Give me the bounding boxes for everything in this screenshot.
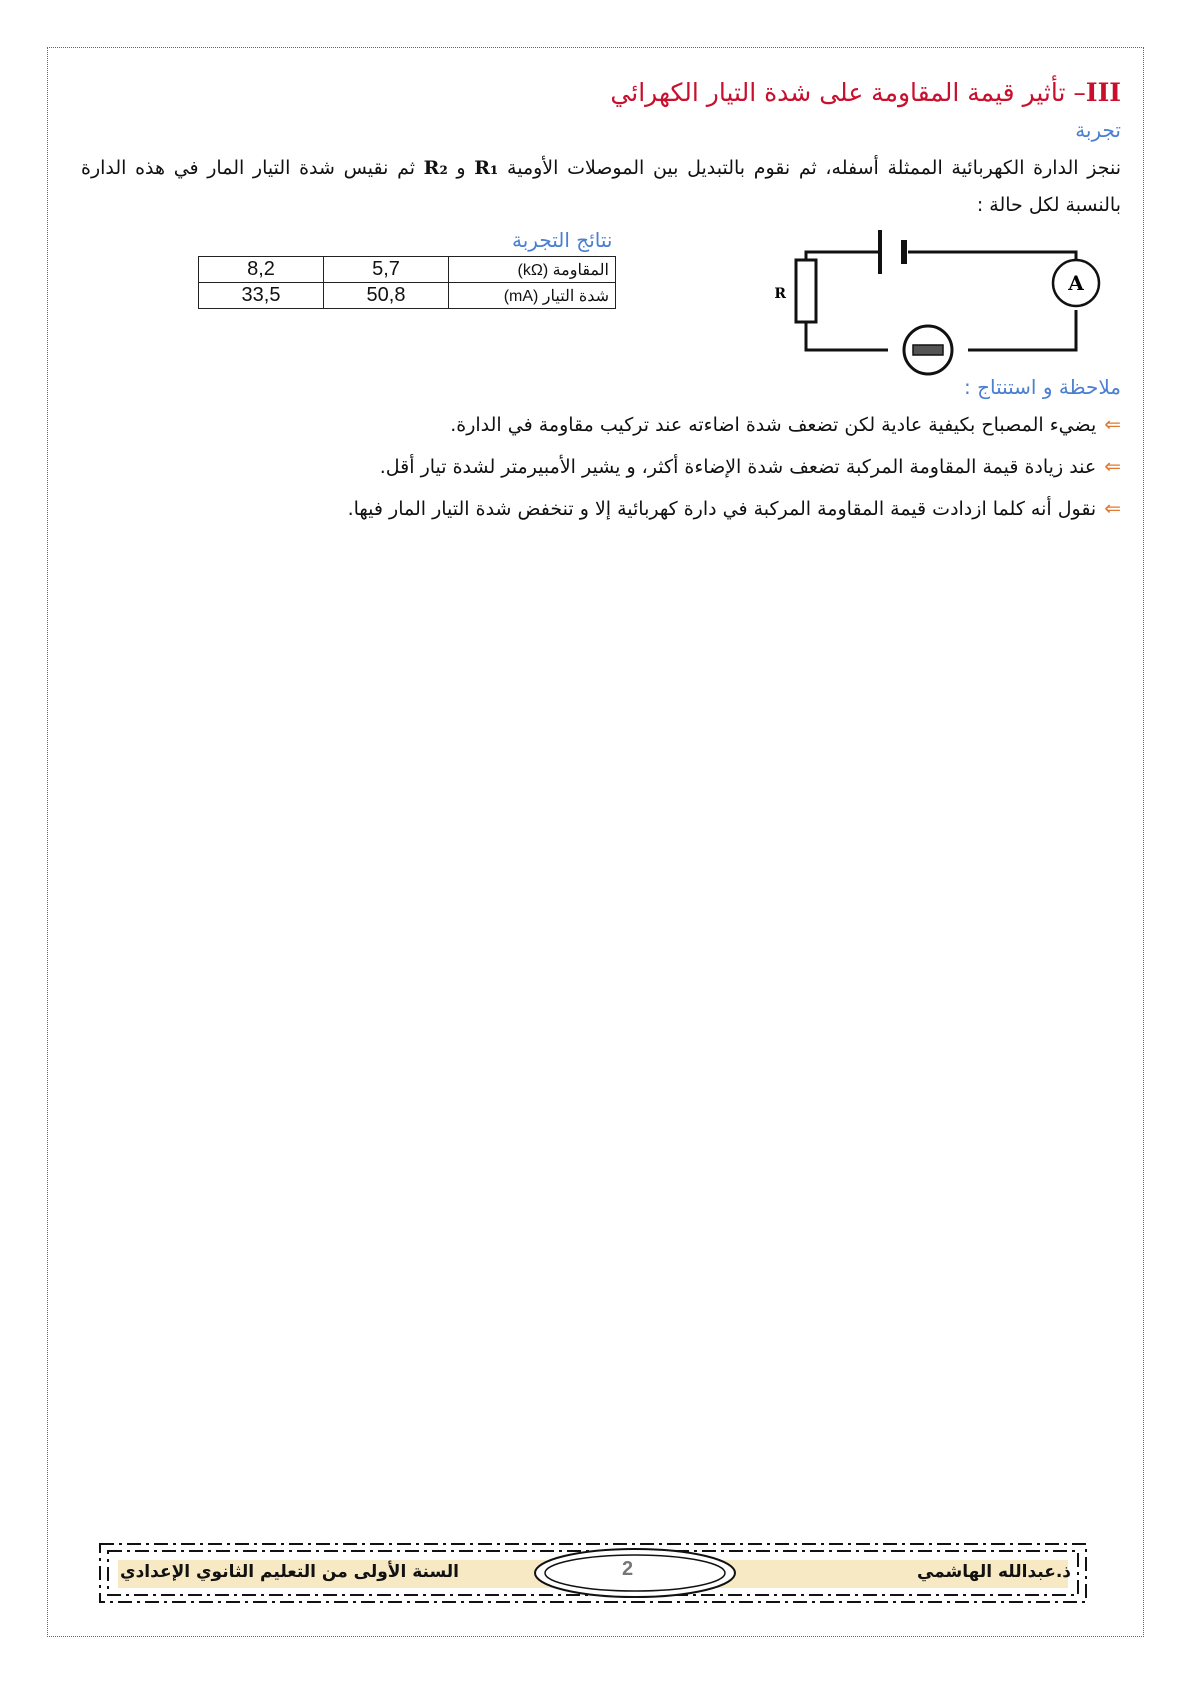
current-value-2: 33,5 — [199, 283, 324, 309]
footer-author: ذ.عبدالله الهاشمي — [916, 1562, 1071, 1582]
and-word: و — [447, 157, 475, 179]
observation-heading: ملاحظة و استنتاج : — [963, 375, 1121, 399]
table-row — [199, 283, 616, 309]
arrow-icon: ⇐ — [1104, 412, 1121, 436]
section-title-text: تأثير قيمة المقاومة على شدة التيار الكهرائي — [610, 78, 1066, 107]
list-item — [81, 496, 1121, 538]
table-row — [199, 257, 616, 283]
arrow-icon: ⇐ — [1104, 454, 1121, 478]
page-number: 2 — [622, 1558, 634, 1580]
footer-level: السنة الأولى من التعليم الثانوي الإعدادي — [120, 1562, 459, 1582]
experiment-text-part1: ننجز الدارة الكهربائية الممثلة أسفله، ثم نقوم بالتبديل بين الموصلات الأومية — [498, 157, 1121, 179]
resistor-label: R — [774, 286, 786, 302]
battery-icon — [880, 230, 904, 274]
resistance-label: المقاومة (kΩ) — [449, 257, 616, 283]
experiment-text-part2: ثم نقيس شدة التيار المار في هذه الدارة بالنسبة لكل حالة : — [81, 157, 1121, 216]
lamp-icon — [904, 326, 952, 374]
current-value-1: 50,8 — [324, 283, 449, 309]
experiment-text — [81, 150, 1121, 224]
resistance-value-2: 8,2 — [199, 257, 324, 283]
observation-list — [81, 412, 1121, 538]
resistor-icon — [796, 260, 816, 322]
r1-symbol: R₁ — [474, 157, 499, 179]
circuit-diagram — [776, 222, 1116, 372]
results-table — [198, 256, 616, 309]
r2-symbol: R₂ — [423, 157, 448, 179]
list-item — [81, 412, 1121, 454]
section-number: III — [1085, 78, 1121, 107]
observation-text: عند زيادة قيمة المقاومة المركبة تضعف شدة الإضاءة أكثر، و يشير الأمبيرمتر لشدة تيار أقل. — [379, 456, 1097, 478]
section-title — [221, 78, 1121, 107]
list-item — [81, 454, 1121, 496]
experiment-heading: تجربة — [1075, 118, 1121, 142]
current-label: شدة التيار (mA) — [449, 283, 616, 309]
resistance-value-1: 5,7 — [324, 257, 449, 283]
ammeter-label: A — [1068, 271, 1084, 295]
results-title: نتائج التجربة — [512, 228, 613, 252]
arrow-icon: ⇐ — [1104, 496, 1121, 520]
section-dash: – — [1073, 78, 1086, 107]
observation-text: نقول أنه كلما ازدادت قيمة المقاومة المركبة في دارة كهربائية إلا و تنخفض شدة التيار المار فيها. — [347, 498, 1097, 520]
page-number-oval — [530, 1546, 740, 1600]
observation-text: يضيء المصباح بكيفية عادية لكن تضعف شدة اضاءته عند تركيب مقاومة في الدارة. — [450, 414, 1097, 436]
